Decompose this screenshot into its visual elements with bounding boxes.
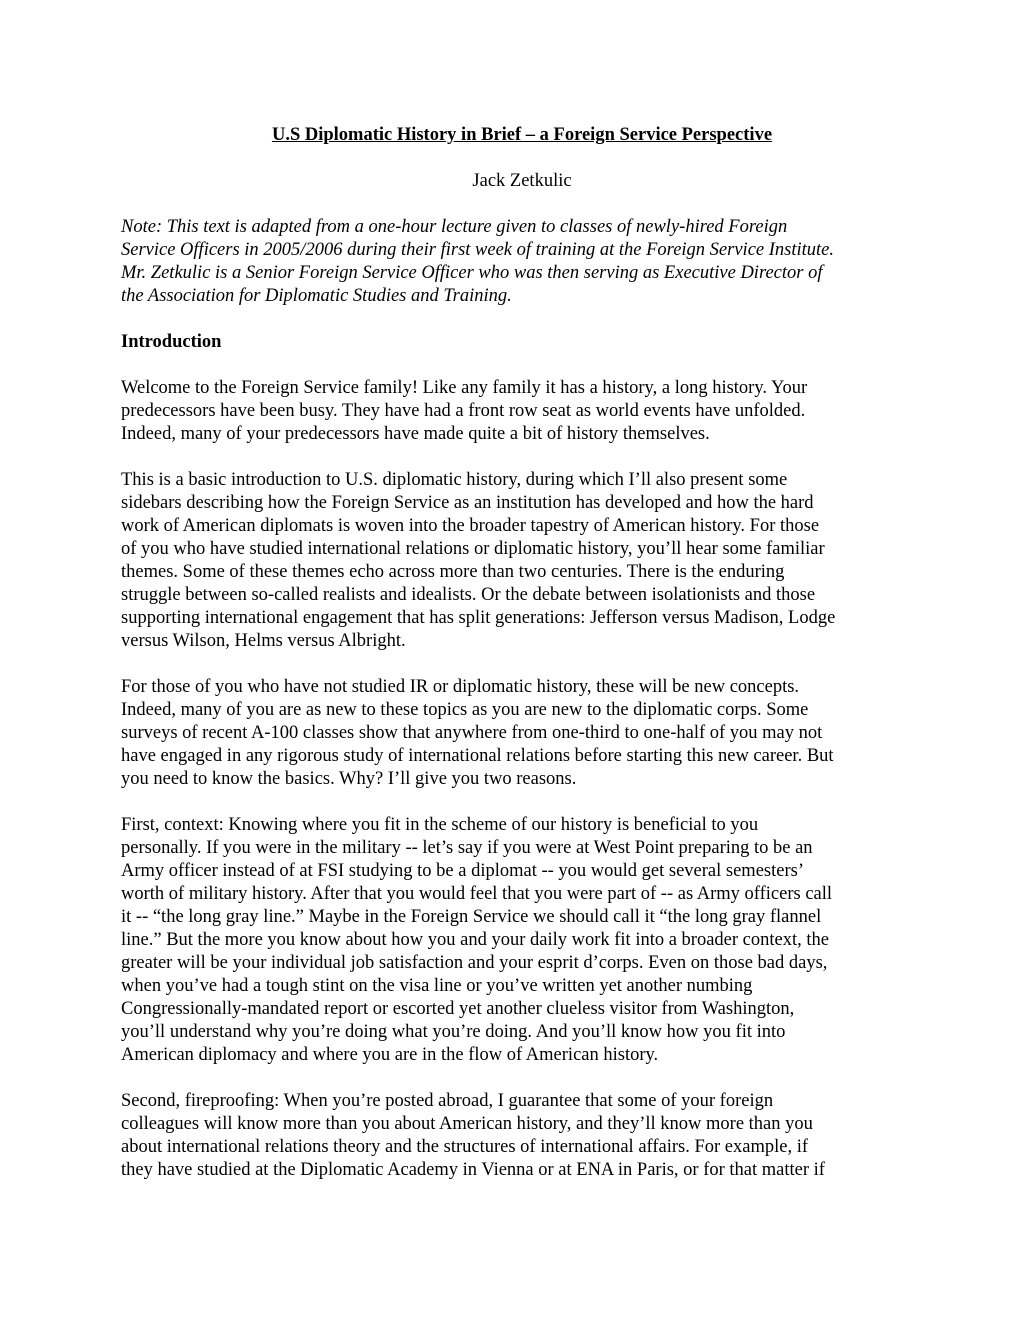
text-line: greater will be your individual job satisfaction and your esprit d’corps. Even on those bad days, (121, 953, 828, 973)
text-line: American diplomacy and where you are in the flow of American history. (121, 1045, 659, 1065)
paragraph-basic-introduction (121, 469, 911, 653)
text-line: predecessors have been busy. They have had a front row seat as world events have unfolded. (121, 401, 806, 421)
paragraph-welcome (121, 377, 911, 446)
text-line: personally. If you were in the military -- let’s say if you were at West Point preparing to be an (121, 838, 813, 858)
text-line: First, context: Knowing where you fit in the scheme of our history is beneficial to you (121, 815, 759, 835)
text-line: Indeed, many of your predecessors have made quite a bit of history themselves. (121, 424, 710, 444)
text-line: worth of military history. After that you would feel that you were part of -- as Army officers call (121, 884, 833, 904)
text-line: work of American diplomats is woven into the broader tapestry of American history. For those (121, 516, 820, 536)
text-line: about international relations theory and the structures of international affairs. For example, if (121, 1137, 809, 1157)
text-line: you need to know the basics. Why? I’ll give you two reasons. (121, 769, 577, 789)
text-line: they have studied at the Diplomatic Academy in Vienna or at ENA in Paris, or for that matter if (121, 1160, 825, 1180)
document-page (121, 124, 911, 1205)
text-line: of you who have studied international relations or diplomatic history, you’ll hear some familiar (121, 539, 825, 559)
note-line: Mr. Zetkulic is a Senior Foreign Service Officer who was then serving as Executive Director of (121, 263, 823, 283)
text-line: struggle between so-called realists and idealists. Or the debate between isolationists and those (121, 585, 816, 605)
text-line: Second, fireproofing: When you’re posted abroad, I guarantee that some of your foreign (121, 1091, 774, 1111)
paragraph-new-concepts (121, 676, 911, 791)
document-author: Jack Zetkulic (472, 171, 572, 191)
section-heading: Introduction (121, 332, 222, 352)
document-title: U.S Diplomatic History in Brief – a Foreign Service Perspective (271, 125, 773, 145)
paragraph-context (121, 814, 911, 1067)
text-line: when you’ve had a tough stint on the visa line or you’ve written yet another numbing (121, 976, 753, 996)
text-line: Congressionally-mandated report or escorted yet another clueless visitor from Washington, (121, 999, 795, 1019)
text-line: colleagues will know more than you about American history, and they’ll know more than you (121, 1114, 813, 1134)
note-line: the Association for Diplomatic Studies and Training. (121, 286, 512, 306)
text-line: This is a basic introduction to U.S. diplomatic history, during which I’ll also present some (121, 470, 788, 490)
text-line: For those of you who have not studied IR or diplomatic history, these will be new concepts. (121, 677, 800, 697)
text-line: Indeed, many of you are as new to these topics as you are new to the diplomatic corps. Some (121, 700, 809, 720)
text-line: Welcome to the Foreign Service family! Like any family it has a history, a long history. Your (121, 378, 808, 398)
text-line: themes. Some of these themes echo across more than two centuries. There is the enduring (121, 562, 785, 582)
text-line: supporting international engagement that has split generations: Jefferson versus Madison, Lodge (121, 608, 836, 628)
text-line: have engaged in any rigorous study of international relations before starting this new career. But (121, 746, 834, 766)
text-line: versus Wilson, Helms versus Albright. (121, 631, 406, 651)
editor-note (121, 216, 911, 308)
text-line: it -- “the long gray line.” Maybe in the Foreign Service we should call it “the long gray flannel (121, 907, 822, 927)
note-line: Note: This text is adapted from a one-hour lecture given to classes of newly-hired Foreign (121, 217, 788, 237)
paragraph-fireproofing (121, 1090, 911, 1182)
text-line: surveys of recent A-100 classes show that anywhere from one-third to one-half of you may not (121, 723, 823, 743)
note-line: Service Officers in 2005/2006 during their first week of training at the Foreign Service Institute. (121, 240, 834, 260)
text-line: Army officer instead of at FSI studying to be a diplomat -- you would get several semesters’ (121, 861, 804, 881)
text-line: line.” But the more you know about how you and your daily work fit into a broader context, the (121, 930, 829, 950)
text-line: sidebars describing how the Foreign Service as an institution has developed and how the hard (121, 493, 814, 513)
text-line: you’ll understand why you’re doing what you’re doing. And you’ll know how you fit into (121, 1022, 786, 1042)
